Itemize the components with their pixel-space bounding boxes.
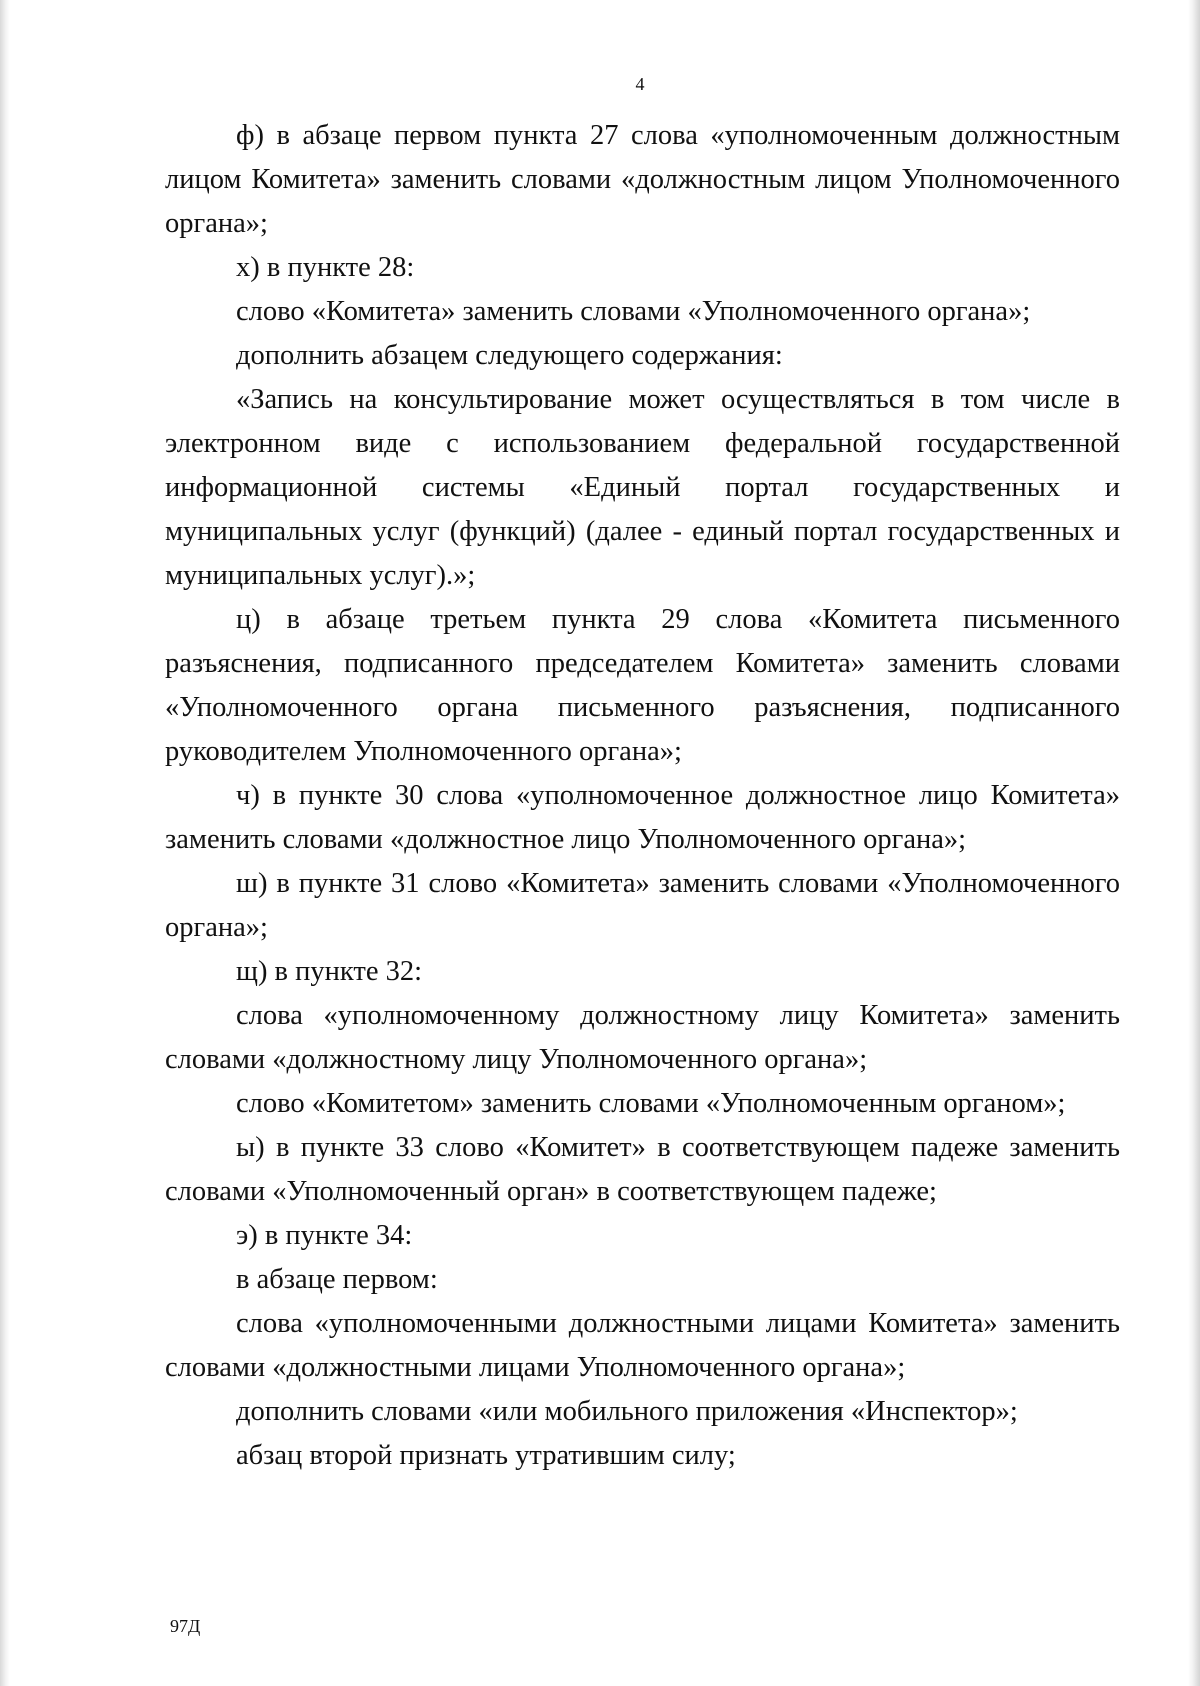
paragraph-shch-2: слово «Комитетом» заменить словами «Уполномоченным органом»; — [236, 1088, 1066, 1119]
paragraph-e-3: дополнить словами «или мобильного приложения «Инспектор»; — [236, 1396, 1018, 1427]
paragraph-e-2: слова «уполномоченными должностными лицами Комитета» заменить словами «должностными лицами Уполномоченного органа»; — [165, 1308, 1120, 1383]
paragraph-e-1: в абзаце первом: — [236, 1264, 438, 1295]
paragraph-e-4: абзац второй признать утратившим силу; — [236, 1440, 736, 1471]
document-code: 97Д — [170, 1616, 201, 1636]
paragraph-kh-1: слово «Комитета» заменить словами «Уполномоченного органа»; — [236, 296, 1031, 327]
paragraph-e: э) в пункте 34: — [236, 1220, 413, 1251]
document-body — [165, 114, 1120, 1478]
paragraph-kh-2: дополнить абзацем следующего содержания: — [236, 340, 783, 371]
paragraph-y: ы) в пункте 33 слово «Комитет» в соответствующем падеже заменить словами «Уполномоченный орган» в соответствующем падеже; — [165, 1132, 1120, 1207]
paragraph-shch-1: слова «уполномоченному должностному лицу Комитета» заменить словами «должностному лицу Уполномоченного органа»; — [165, 1000, 1120, 1075]
paragraph-ch: ч) в пункте 30 слова «уполномоченное должностное лицо Комитета» заменить словами «должностное лицо Уполномоченного органа»; — [165, 780, 1120, 855]
paragraph-ts: ц) в абзаце третьем пункта 29 слова «Комитета письменного разъяснения, подписанного председателем Комитета» заменить словами «Уполномоченного органа письменного разъяснения, подписанного руководителем Уполномоченного органа»; — [165, 604, 1120, 767]
paragraph-kh-quote: «Запись на консультирование может осуществляться в том числе в электронном виде с использованием федеральной государственной информационной системы «Единый портал государственных и муниципальных услуг (функций) (далее - единый портал государственных и муниципальных услуг).»; — [165, 384, 1120, 591]
paragraph-f: ф) в абзаце первом пункта 27 слова «уполномоченным должностным лицом Комитета» заменить словами «должностным лицом Уполномоченного органа»; — [165, 120, 1120, 239]
page-number: 4 — [635, 74, 645, 94]
paragraph-kh: х) в пункте 28: — [236, 252, 415, 283]
scan-edge-left — [0, 0, 10, 1686]
paragraph-sh: ш) в пункте 31 слово «Комитета» заменить словами «Уполномоченного органа»; — [165, 868, 1120, 943]
paragraph-shch: щ) в пункте 32: — [236, 956, 423, 987]
scan-edge-right — [1188, 0, 1200, 1686]
